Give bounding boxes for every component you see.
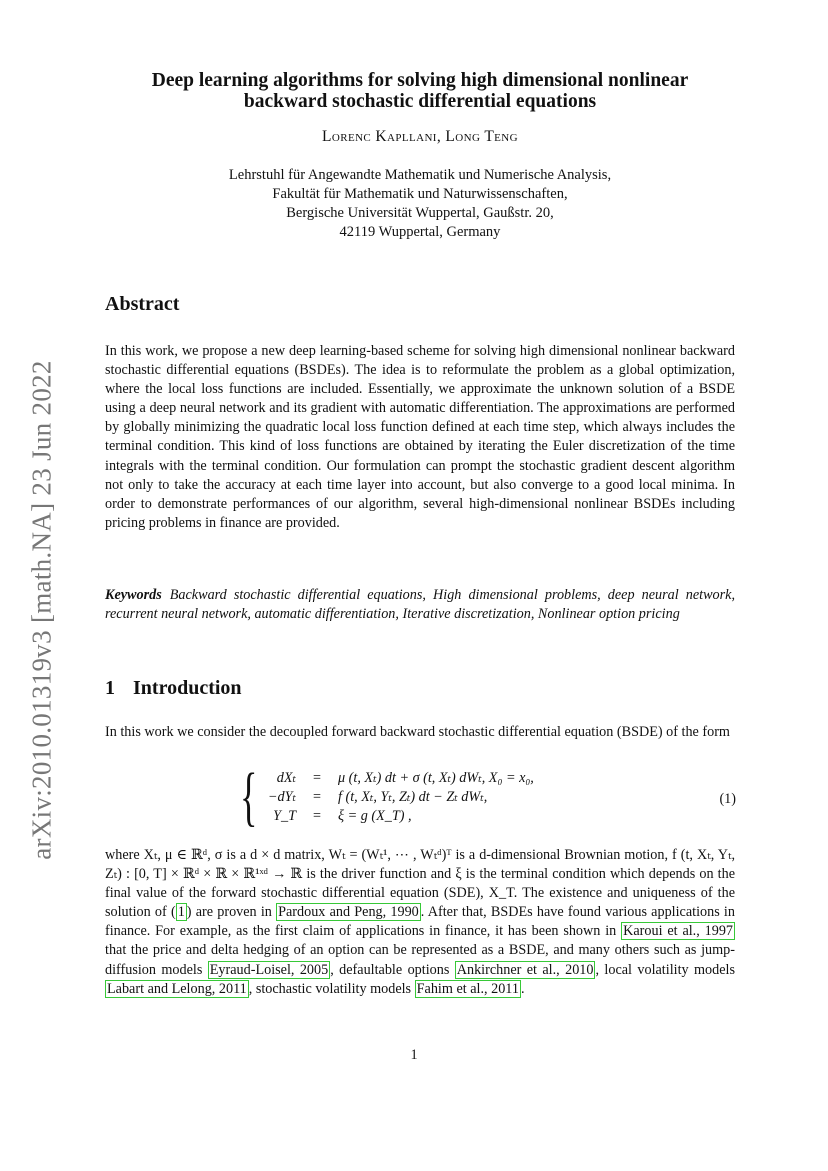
affiliation	[100, 166, 740, 242]
section-heading-introduction	[105, 677, 242, 700]
equation-1	[240, 760, 740, 833]
title-line-2: backward stochastic differential equations	[243, 91, 597, 112]
citation-link[interactable]: Karoui et al., 1997	[623, 923, 734, 940]
title-line-1: Deep learning algorithms for solving high dimensional nonlinear	[151, 70, 689, 91]
abstract-heading: Abstract	[105, 293, 180, 315]
intro-paragraph-1: In this work we consider the decoupled forward backward stochastic differential equation (BSDE) of the form	[105, 724, 730, 740]
section-title: Introduction	[133, 677, 242, 699]
section-number: 1	[105, 677, 115, 699]
affiliation-line: Bergische Universität Wuppertal, Gaußstr. 20,	[286, 205, 554, 221]
equation-number: (1)	[719, 791, 736, 807]
intro-paragraph-2: where Xₜ, μ ∈ ℝᵈ, σ is a d × d matrix, Wₜ = (Wₜ¹, ⋯ , Wₜᵈ)ᵀ is a d-dimensional Brownian motion, f (t, Xₜ, Yₜ, Zₜ) : [0, T] × ℝᵈ × ℝ × ℝ¹ˣᵈ → ℝ is the driver function and ξ is the terminal condition which depends on the final value of the forward stochastic differential equation (SDE), X_T. The existence and uniqueness of the solution of ( 1 ) are proven in Pardoux and Peng, 1990 . After that, BSDEs have found various applications in finance. For example, as the first claim of applications in finance, it has been shown in Karoui et al., 1997 that the price and delta hedging of an option can be represented as a BSDE, and many others such as jump-diffusion models Eyraud-Loisel, 2005 , defaultable options Ankirchner et al., 2010 , local volatility models Labart and Lelong, 2011 , stochastic volatility models Fahim et al., 2011 .	[105, 847, 735, 997]
citation-link[interactable]: Ankirchner et al., 2010	[456, 961, 594, 978]
citation-link[interactable]: Pardoux and Peng, 1990	[278, 904, 419, 921]
citation-link[interactable]: Eyraud-Loisel, 2005	[209, 961, 329, 978]
keywords-text: Backward stochastic differential equations, High dimensional problems, deep neural network, recurrent neural network, automatic differentiation, Iterative discretization, Nonlinear option pricing	[105, 587, 735, 623]
affiliation-line: 42119 Wuppertal, Germany	[339, 224, 501, 240]
arxiv-sidebar-stamp	[22, 340, 62, 880]
citation-link[interactable]: Fahim et al., 2011	[416, 980, 519, 997]
equation-row: dXₜ = μ (t, Xₜ) dt + σ (t, Xₜ) dWₜ, X₀ = x₀,	[276, 770, 534, 786]
page-number: 1	[410, 1047, 418, 1063]
affiliation-line: Fakultät für Mathematik und Naturwissenschaften,	[272, 186, 568, 202]
keywords	[105, 586, 735, 624]
citation-link[interactable]: Labart and Lelong, 2011	[107, 980, 247, 997]
equation-row: Y_T = ξ = g (X_T) ,	[273, 808, 412, 824]
abstract-text: In this work, we propose a new deep learning-based scheme for solving high dimensional nonlinear backward stochastic differential equations (BSDEs). The idea is to reformulate the problem as a global optimization, where the local loss functions are included. Essentially, we approximate the unknown solution of a BSDE using a deep neural network and its gradient with automatic differentiation. The approximations are performed by globally minimizing the quadratic local loss function defined at each time step, which always includes the terminal condition. This kind of loss functions are obtained by iterating the Euler discretization of the time integrals with the terminal condition. Our formulation can prompt the stochastic gradient descent algorithm not only to take the accuracy at each time layer into account, but also converge to a good local minima. In order to demonstrate performances of our algorithm, several high-dimensional nonlinear BSDEs including pricing problems in finance are provided.	[105, 343, 735, 531]
equation-brace: {	[240, 760, 258, 833]
keywords-label: Keywords	[105, 587, 162, 603]
equation-reference-link[interactable]: 1	[177, 904, 185, 921]
equation-row: −dYₜ = f (t, Xₜ, Yₜ, Zₜ) dt − Zₜ dWₜ,	[267, 789, 488, 805]
arxiv-identifier: arXiv:2010.01319v3 [math.NA] 23 Jun 2022	[26, 360, 57, 860]
paper-title	[100, 70, 740, 112]
authors: Lorenc Kapllani, Long Teng	[322, 128, 518, 145]
affiliation-line: Lehrstuhl für Angewandte Mathematik und Numerische Analysis,	[228, 167, 612, 183]
